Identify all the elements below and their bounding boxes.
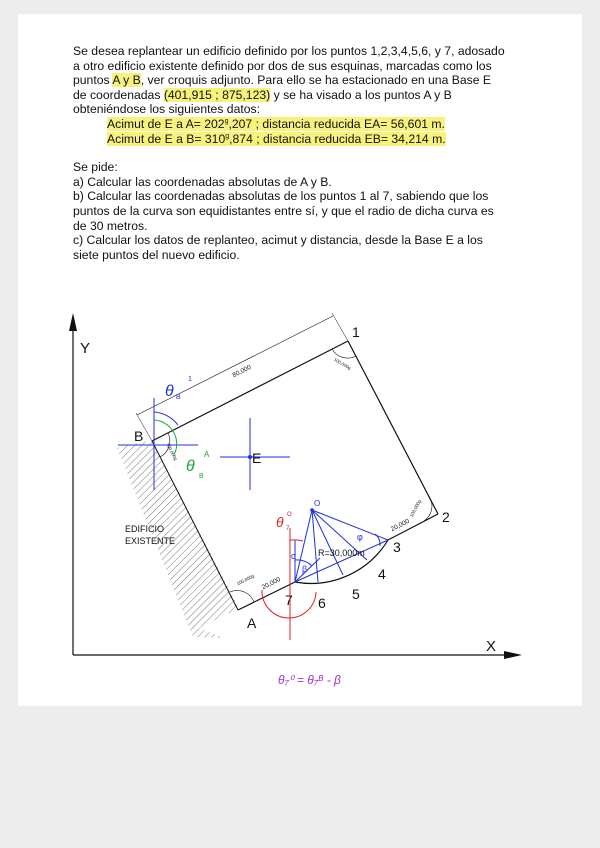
y-axis-label: Y [80, 340, 91, 357]
svg-text:A: A [204, 450, 210, 459]
task-line: c) Calcular los datos de replanteo, acimut y distancia, desde la Base E a los [73, 233, 483, 248]
point-7-label: 7 [285, 592, 293, 608]
point-2-label: 2 [442, 509, 450, 525]
intro-line: puntos A y B, ver croquis adjunto. Para ello se ha estacionado en una Base E [73, 73, 492, 88]
intro-line: obteniéndose los siguientes datos: [73, 102, 261, 117]
tangent-line [295, 558, 320, 582]
point-e-label: E [252, 450, 262, 466]
intro-line: Se desea replantear un edificio definido por los puntos 1,2,3,4,5,6, y 7, adosado [73, 44, 505, 58]
hw-alpha: α [291, 551, 297, 561]
chord-line [295, 540, 388, 582]
red-arc-angle [290, 540, 303, 541]
intro-line: de coordenadas (401,915 ; 875,123) y se ha visado a los puntos A y B [73, 87, 452, 102]
y-axis-arrow-icon [69, 313, 77, 331]
task-line: a) Calcular las coordenadas absolutas de A y B. [73, 174, 332, 189]
hw-beta: β [302, 564, 308, 574]
highlight: A y B [112, 73, 141, 88]
point-5-label: 5 [352, 586, 360, 602]
azimuth-arc-b [154, 412, 178, 425]
highlight: (401,915 ; 875,123) [163, 87, 271, 102]
svg-text:O: O [287, 512, 292, 518]
hw-formula: θ₇⁰ = θ₇ᴮ - β [278, 673, 341, 687]
hw-theta-a [186, 450, 210, 480]
svg-text:B: B [199, 473, 204, 480]
radius-label: R=30,000m [318, 548, 365, 558]
task-line: b) Calcular las coordenadas absolutas de los puntos 1 al 7, sabiendo que los [73, 189, 489, 204]
svg-text:7: 7 [286, 526, 290, 532]
svg-text:B: B [176, 394, 181, 401]
building-label: EXISTENTE [125, 536, 176, 546]
point-6-label: 6 [318, 595, 326, 611]
building-label: EDIFICIO [125, 524, 165, 534]
x-axis-arrow-icon [504, 651, 522, 659]
point-a-label: A [247, 615, 257, 631]
dim-line-b1 [137, 316, 333, 415]
side-1-2 [348, 341, 438, 514]
svg-text:1: 1 [188, 376, 192, 383]
dim-23-label: 20,000 [389, 517, 411, 534]
center-o-point [310, 508, 314, 512]
angle-a-label: 100,000g [235, 573, 255, 587]
point-1-label: 1 [352, 324, 360, 340]
data-line-a: Acimut de E a $A= 202^g,207$ ; distancia reducida EA= 56,601 m. [107, 116, 445, 131]
task-line: de 30 metros. [73, 218, 148, 233]
center-o-label: O [314, 499, 321, 508]
hw-theta-b [165, 376, 192, 401]
dim-b1-label: 80,000 [231, 363, 253, 380]
task-line: siete puntos del nuevo edificio. [73, 247, 240, 262]
svg-text:θ: θ [276, 514, 284, 530]
hw-phi: φ [357, 532, 363, 542]
tasks-heading: Se pide: [73, 160, 118, 175]
document-page [18, 14, 582, 706]
x-axis-label: X [486, 638, 497, 655]
survey-sketch [18, 14, 582, 706]
data-line-b: Acimut de E a $B= 310^g,874$ ; distancia reducida EB= 34,214 m. [107, 131, 446, 146]
angle-b-label: 100,000g [165, 442, 179, 462]
angle-2-label: 100,000g [408, 498, 423, 518]
svg-text:θ: θ [186, 458, 195, 475]
angle-1-label: 100,000g [332, 356, 352, 371]
intro-line: a otro edificio existente definido por dos de sus esquinas, marcadas como los [73, 58, 492, 73]
dim-7a-label: 20,000 [260, 576, 282, 592]
task-line: puntos de la curva son equidistantes entre sí, y que el radio de dicha curva es [73, 203, 494, 218]
point-b-label: B [134, 428, 144, 444]
point-4-label: 4 [378, 566, 386, 582]
point-3-label: 3 [393, 539, 401, 555]
svg-text:θ: θ [165, 383, 174, 400]
